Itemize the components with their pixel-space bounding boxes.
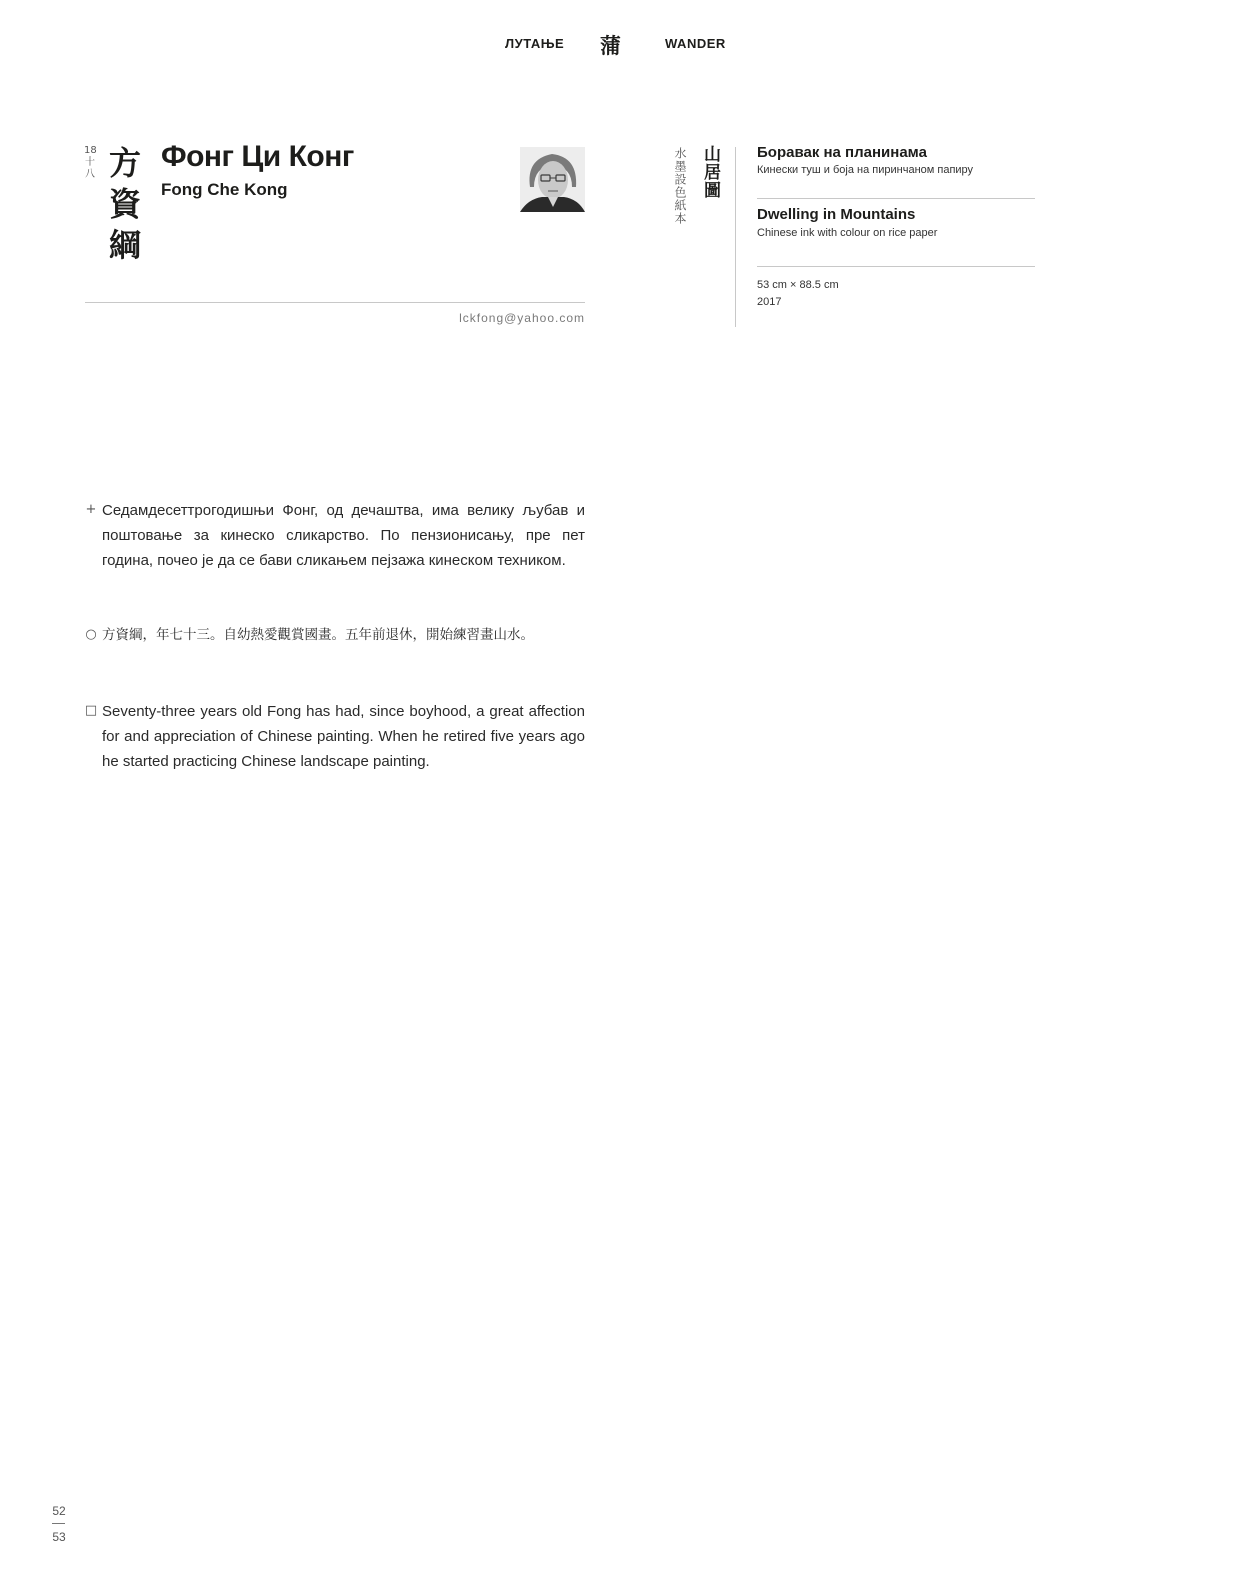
page-number-divider [52, 1523, 65, 1524]
header-title-english: WANDER [665, 36, 726, 51]
header-title-chinese: 蒲 [600, 34, 621, 58]
plus-icon: + [85, 502, 97, 517]
artwork-year: 2017 [757, 296, 782, 308]
artwork-medium-english: Chinese ink with colour on rice paper [757, 227, 938, 239]
artist-number-arabic: 18 [84, 145, 97, 156]
artist-name-cyrillic: Фонг Ци Конг [161, 140, 354, 173]
artist-divider [85, 302, 585, 303]
bio-serbian: Седамдесеттрогодишњи Фонг, од дечаштва, има велику љубав и поштовање за кинеско сликарство. По пензионисању, пре пет година, почео је да се бави сликањем пејзажа кинеском техником. [102, 502, 585, 569]
artwork-title-chinese: 山居圖 [700, 145, 720, 199]
artwork-vertical-divider [735, 147, 736, 327]
artist-portrait [520, 147, 585, 212]
artist-name-chinese-char-3: 綱 [109, 226, 142, 264]
page-number-bottom: 53 [52, 1530, 66, 1544]
artist-name-chinese-char-2: 資 [109, 185, 142, 223]
circle-icon: ○ [85, 627, 97, 642]
header-title-serbian: ЛУТАЊЕ [505, 36, 565, 51]
artist-number-chinese-1: 十 [85, 157, 95, 168]
artist-name-chinese [109, 143, 145, 266]
artist-name-latin: Fong Che Kong [161, 180, 288, 199]
artwork-dimensions: 53 cm × 88.5 cm [757, 279, 839, 291]
artwork-title-english: Dwelling in Mountains [757, 206, 916, 223]
artwork-divider-2 [757, 266, 1035, 267]
artwork-title-serbian: Боравак на планинама [757, 144, 927, 161]
artwork-divider-1 [757, 198, 1035, 199]
bio-english: Seventy-three years old Fong has had, since boyhood, a great affection for and appreciation of Chinese painting. When he retired five years ago he started practicing Chinese landscape painting. [102, 703, 585, 770]
square-icon: □ [84, 703, 98, 718]
artist-number-chinese-2: 八 [85, 169, 95, 180]
artist-number [84, 145, 96, 181]
bio-chinese: 方資綱，年七十三。自幼熱愛觀賞國畫。五年前退休，開始練習畫山水。 [102, 627, 534, 643]
artist-name-chinese-char-1: 方 [109, 144, 142, 182]
artwork-technique-chinese: 水墨設色紙本 [673, 147, 687, 225]
artwork-medium-serbian: Кинески туш и боја на пиринчаном папиру [757, 164, 974, 176]
artist-email: lckfong@yahoo.com [459, 311, 585, 325]
page-number-top: 52 [52, 1504, 66, 1518]
